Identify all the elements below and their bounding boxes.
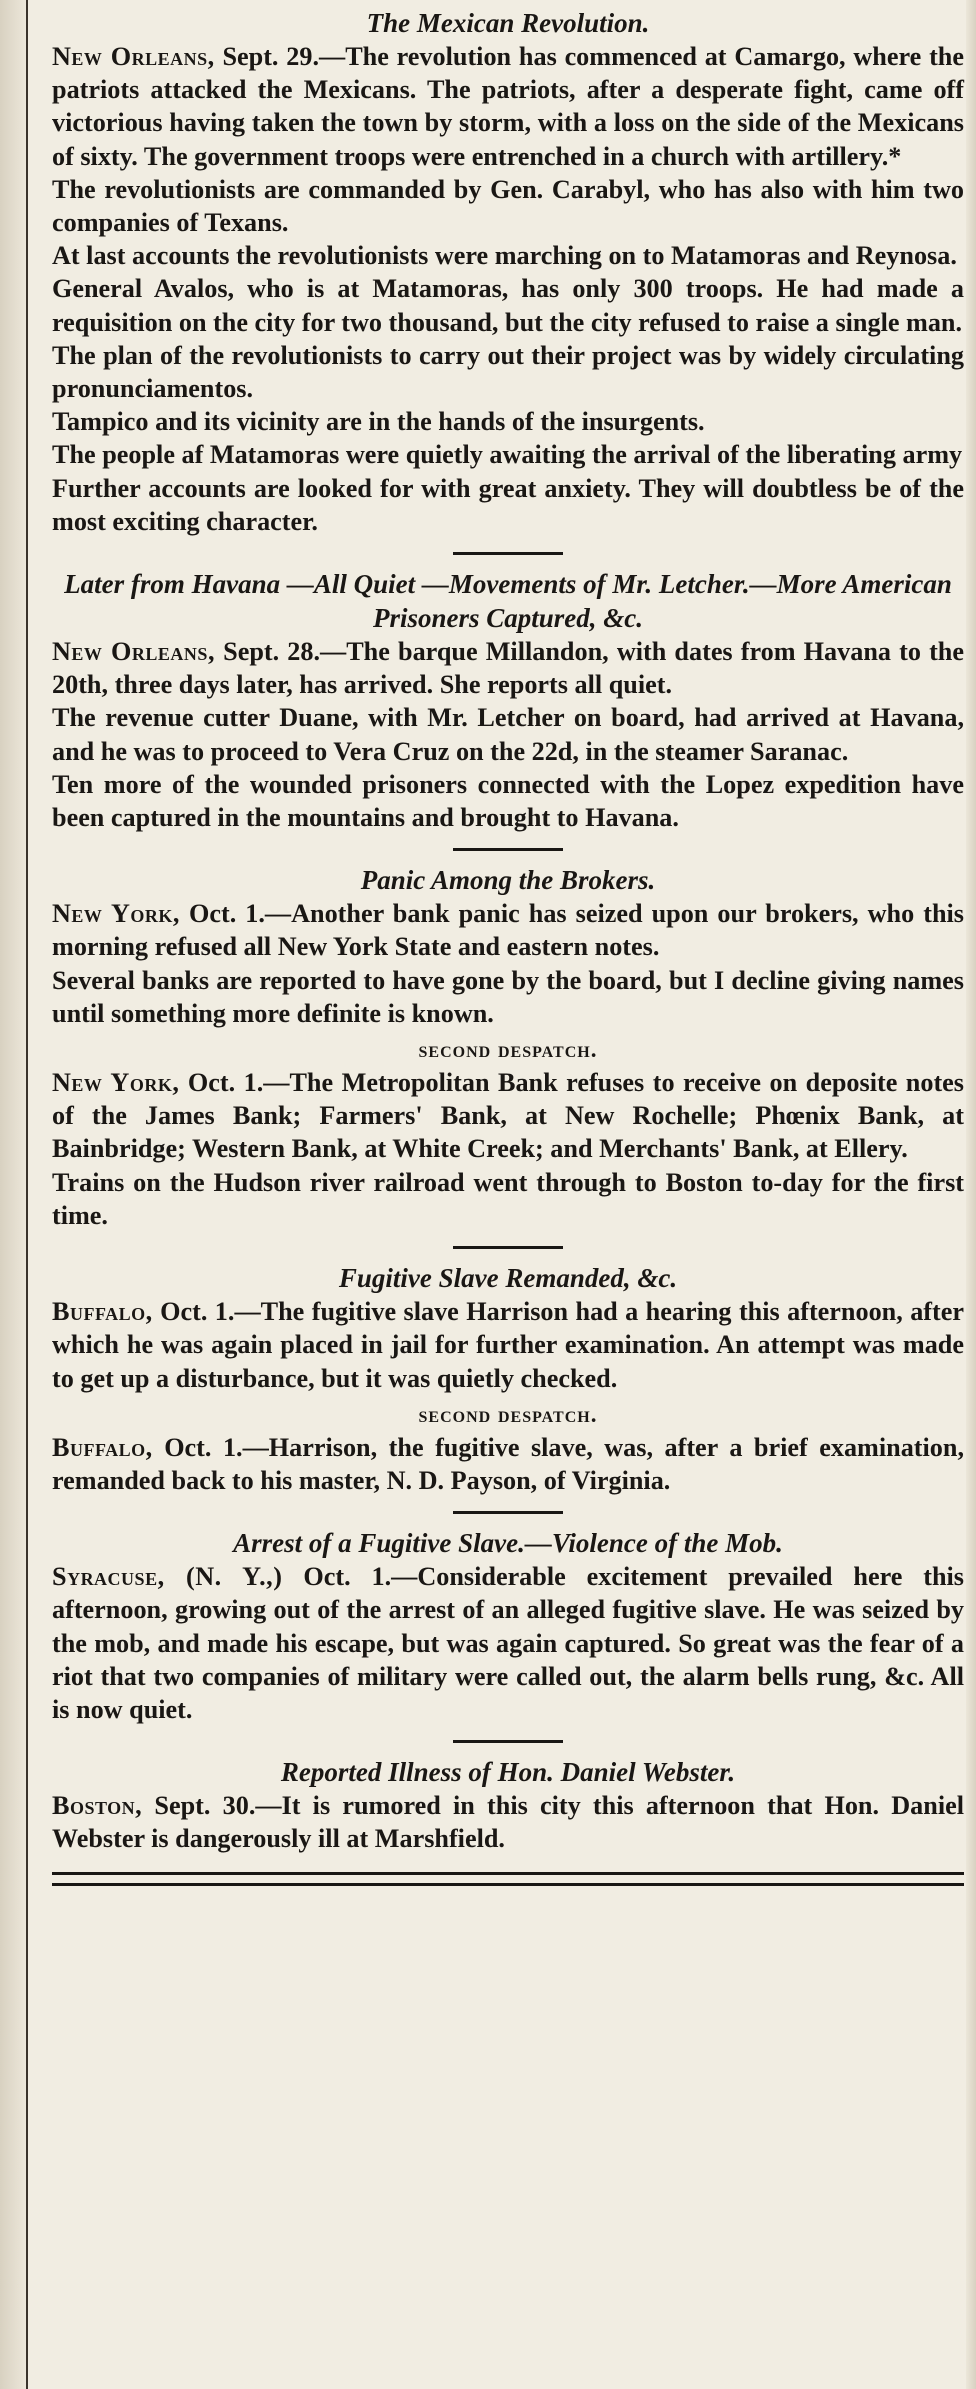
story-headline: Later from Havana —All Quiet —Movements of Mr. Letcher.—More American Prisoners Captured, &c. (64, 569, 952, 634)
dateline: New Orleans, (52, 42, 215, 71)
paragraph-text: Sept. 30.—It is rumored in this city this afternoon that Hon. Daniel Webster is dangerously ill at Marshfield. (52, 1791, 964, 1854)
story-paragraph: The revolutionists are commanded by Gen. Carabyl, who has also with him two companies of Texans. (52, 174, 964, 238)
story-paragraph (52, 1789, 964, 1855)
adjacent-column-edge (0, 0, 28, 2389)
news-column (52, 6, 964, 1886)
story-paragraph: General Avalos, who is at Matamoras, has only 300 troops. He had made a requisition on the city for two thousand, but the city refused to raise a single man. (52, 274, 964, 337)
story-webster-illness (52, 1755, 964, 1855)
story-paragraph (52, 635, 964, 701)
dateline: Boston, (52, 1791, 143, 1821)
story-headline: Panic Among the Brokers. (360, 865, 656, 896)
story-paragraph: The plan of the revolutionists to carry out their project was by widely circulating pronunciamentos. (52, 340, 964, 404)
story-paragraph: The people af Matamoras were quietly awaiting the arrival of the liberating army (52, 440, 963, 470)
story-paragraph (52, 1295, 964, 1395)
story-mexican-revolution (52, 6, 964, 538)
paragraph-text: Sept. 28.—The barque Millandon, with dates from Havana to the 20th, three days later, has arrived. She reports all quiet. (52, 637, 964, 700)
dateline: Buffalo, (52, 1432, 153, 1462)
story-headline: Arrest of a Fugitive Slave.—Violence of the Mob. (233, 1528, 783, 1559)
section-divider (453, 848, 563, 851)
story-paragraph: Several banks are reported to have gone by the board, but I decline giving names until something more definite is known. (52, 965, 964, 1028)
story-later-from-havana (52, 567, 964, 834)
dateline: Buffalo, (52, 1297, 153, 1327)
paragraph-text: Sept. 29.—The revolution has commenced at Camargo, where the patriots attacked the Mexicans. The patriots, after a desperate fight, came off victorious having taken the town by storm, with a loss on the side of the Mexicans of sixty. The government troops were entrenched in a church with artillery.* (52, 42, 964, 171)
section-divider (453, 1740, 563, 1743)
story-headline: Fugitive Slave Remanded, &c. (338, 1263, 678, 1294)
story-headline: Reported Illness of Hon. Daniel Webster. (280, 1757, 736, 1788)
second-despatch-subhead: second despatch. (418, 1401, 598, 1427)
section-divider (453, 552, 563, 555)
story-fugitive-slave-remanded (52, 1261, 964, 1497)
story-paragraph (52, 1431, 964, 1497)
story-paragraph: Further accounts are looked for with great anxiety. They will doubtless be of the most exciting character. (52, 473, 964, 536)
story-headline: The Mexican Revolution. (366, 8, 650, 38)
story-paragraph: Ten more of the wounded prisoners connected with the Lopez expedition have been captured in the mountains and brought to Havana. (52, 769, 964, 833)
dateline: New Orleans, (52, 637, 215, 667)
story-paragraph (52, 897, 964, 963)
paragraph-text: Oct. 1.—The Metropolitan Bank refuses to receive on deposite notes of the James Bank; Farmers' Bank, at New Rochelle; Phœnix Bank, at Bainbridge; Western Bank, at White Creek; and Merchants' Bank, at Ellery. (52, 1068, 965, 1164)
section-divider (453, 1246, 563, 1249)
dateline: New York, (52, 1068, 180, 1098)
paragraph-text: Oct. 1.—Harrison, the fugitive slave, was, after a brief examination, remanded back to his master, N. D. Payson, of Virginia. (52, 1432, 964, 1495)
story-panic-among-brokers (52, 863, 964, 1232)
story-paragraph: Tampico and its vicinity are in the hands of the insurgents. (52, 407, 705, 437)
paragraph-text: Oct. 1.—Another bank panic has seized upon our brokers, who this morning refused all New York State and eastern notes. (52, 899, 965, 962)
second-despatch-subhead: second despatch. (418, 1037, 598, 1063)
dateline: Syracuse, (N. Y.,) (52, 1562, 283, 1592)
story-paragraph: The revenue cutter Duane, with Mr. Letcher on board, had arrived at Havana, and he was to proceed to Vera Cruz on the 22d, in the steamer Saranac. (52, 703, 964, 766)
dateline: New York, (52, 899, 180, 929)
story-paragraph (52, 40, 964, 173)
story-arrest-fugitive-slave (52, 1526, 964, 1726)
story-paragraph (52, 1560, 964, 1726)
section-divider (453, 1511, 563, 1514)
paragraph-text: Oct. 1.—The fugitive slave Harrison had a hearing this afternoon, after which he was again placed in jail for further examination. An attempt was made to get up a disturbance, but it was quietly checked. (52, 1297, 964, 1393)
paragraph-text: Oct. 1.—Considerable excitement prevailed here this afternoon, growing out of the arrest of an alleged fugitive slave. He was seized by the mob, and made his escape, but was again captured. So great was the fear of a riot that two companies of military were called out, the alarm bells rung, &c. All is now quiet. (52, 1562, 964, 1724)
page-right-edge (966, 0, 976, 2389)
story-paragraph: Trains on the Hudson river railroad went through to Boston to-day for the first time. (52, 1167, 964, 1230)
story-paragraph: At last accounts the revolutionists were marching on to Matamoras and Reynosa. (52, 241, 957, 271)
story-paragraph (52, 1066, 964, 1166)
column-end-double-rule (52, 1872, 964, 1886)
